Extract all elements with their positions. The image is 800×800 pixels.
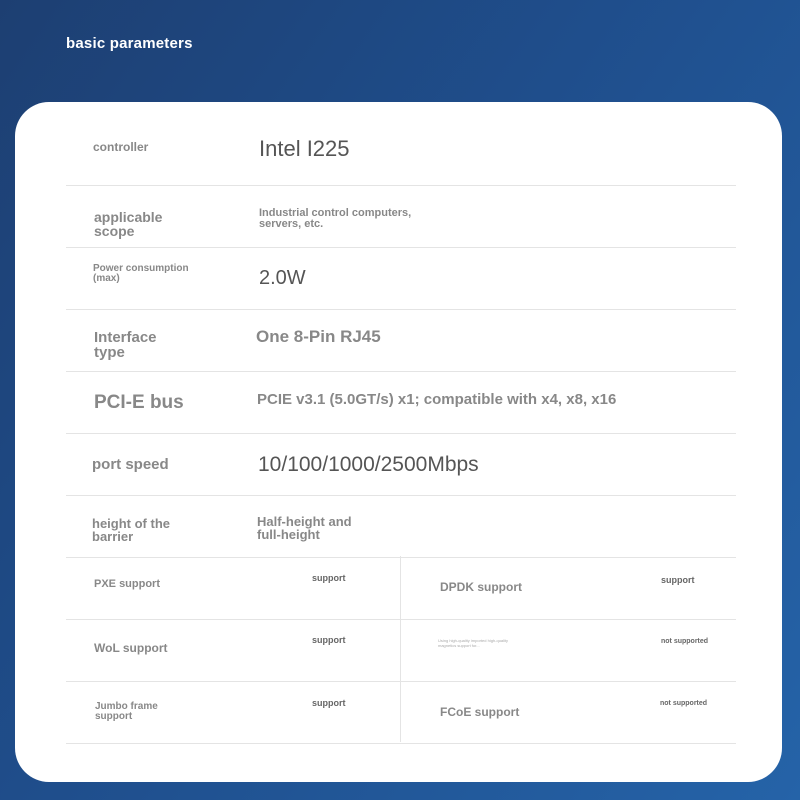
interface-value: One 8-Pin RJ45: [256, 327, 381, 346]
scope-label: applicable scope: [94, 209, 163, 239]
controller-value: Intel I225: [259, 136, 350, 161]
spec-row-speed: [66, 433, 736, 496]
feature-row-pxe-dpdk: [66, 557, 736, 620]
spec-row-power: [66, 247, 736, 310]
pxe-label: PXE support: [94, 578, 161, 590]
feature-row-wol: [66, 619, 736, 682]
pxe-value: support: [312, 573, 346, 583]
fcoe-value: not supported: [660, 700, 708, 707]
controller-label: controller: [93, 140, 149, 154]
bus-value: PCIE v3.1 (5.0GT/s) x1; compatible with x4, x8, x16: [257, 391, 617, 408]
dpdk-value: support: [661, 575, 695, 585]
unclear-feature-label: Using high-quality imported high-quality magnetics support for...: [438, 638, 509, 649]
wol-value: support: [312, 635, 346, 645]
dpdk-label: DPDK support: [440, 580, 522, 594]
height-label: height of the barrier: [92, 516, 170, 544]
spec-row-scope: [66, 185, 736, 248]
speed-value: 10/100/1000/2500Mbps: [258, 453, 479, 476]
interface-label: Interface type: [94, 329, 157, 361]
feature-column-divider: [400, 556, 401, 742]
height-value: Half-height and full-height: [257, 514, 352, 542]
feature-row-jumbo-fcoe: [66, 681, 736, 744]
spec-row-height: [66, 495, 736, 558]
bus-label: PCI-E bus: [94, 392, 184, 413]
power-value: 2.0W: [259, 267, 306, 289]
jumbo-value: support: [312, 698, 346, 708]
spec-row-bus: [66, 371, 736, 434]
page-title: basic parameters: [66, 35, 193, 52]
scope-value: Industrial control computers, servers, etc.: [259, 207, 412, 230]
unclear-feature-value: not supported: [661, 638, 709, 645]
speed-label: port speed: [92, 456, 169, 473]
power-label: Power consumption (max): [93, 263, 189, 284]
jumbo-label: Jumbo frame support: [95, 701, 158, 722]
wol-label: WoL support: [94, 641, 168, 655]
fcoe-label: FCoE support: [440, 705, 520, 719]
spec-row-interface: [66, 309, 736, 372]
spec-row-controller: [66, 123, 736, 186]
